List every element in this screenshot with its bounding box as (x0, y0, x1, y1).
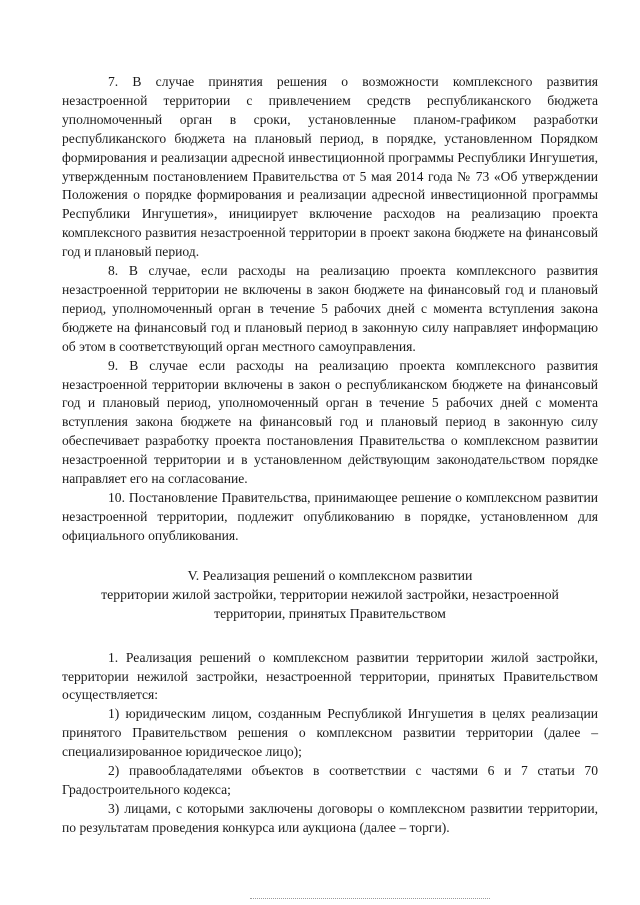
footer-dotted-rule (250, 898, 490, 899)
section-heading-line-3: территории, принятых Правительством (214, 605, 446, 621)
paragraph-10: 10. Постановление Правительства, принимающее решение о комплексном развитии незастроенной территории, подлежит опубликованию в порядке, установленном для официального опубликования. (62, 489, 598, 543)
paragraph-8: 8. В случае, если расходы на реализацию проекта комплексного развития незастроенной территории не включены в закон бюджете на финансовый год и плановый период, уполномоченный орган в течение 5 рабочих дней с момента вступления закона бюджете на финансовый год и плановый период в законную силу направляет информацию об этом в соответствующий орган местного самоуправления. (62, 263, 598, 354)
list-item-3: 3) лицами, с которыми заключены договоры о комплексном развитии территории, по результатам проведения конкурса или аукциона (далее – торги). (62, 800, 598, 835)
section-heading-line-1: V. Реализация решений о комплексном развитии (187, 567, 473, 583)
list-item-2: 2) правообладателями объектов в соответствии с частями 6 и 7 статьи 70 Градостроительного кодекса; (62, 763, 598, 797)
section-heading (62, 566, 598, 623)
section-heading-line-2: территории жилой застройки, территории нежилой застройки, незастроенной (101, 586, 559, 602)
list-item-1: 1) юридическим лицом, созданным Республикой Ингушетия в целях реализации принятого Правительством решения о комплексном развитии территории (далее – специализированное юридическое лицо); (62, 706, 598, 760)
paragraph-9: 9. В случае если расходы на реализацию проекта комплексного развития незастроенной территории включены в закон о республиканском бюджете на финансовый год и плановый период, уполномоченный орган в течение 5 рабочих дней с момента вступления закона бюджете на финансовый год и плановый период в законную силу обеспечивает разработку проекта постановления Правительства о комплексном развитии незастроенной территории и в установленном действующим законодательством порядке направляет его на согласование. (62, 357, 598, 487)
paragraph-v-1: 1. Реализация решений о комплексном развитии территории жилой застройки, территории нежилой застройки, незастроенной территории, принятых Правительством осуществляется: (62, 649, 598, 703)
paragraph-7: 7. В случае принятия решения о возможности комплексного развития незастроенной территории с привлечением средств республиканского бюджета уполномоченный орган в сроки, установленные планом-графиком разработки республиканского бюджета на плановый период, в порядке, установленном Порядком формирования и реализации адресной инвестиционной программы Республики Ингушетия, утвержденным постановлением Правительства от 5 мая 2014 года № 73 «Об утверждении Положения о порядке формирования и реализации адресной инвестиционной программы Республики Ингушетия», инициирует включение расходов на реализацию проекта комплексного развития незастроенной территории в проект закона бюджете на финансовый год и плановый период. (62, 74, 598, 260)
document-page (62, 73, 598, 838)
